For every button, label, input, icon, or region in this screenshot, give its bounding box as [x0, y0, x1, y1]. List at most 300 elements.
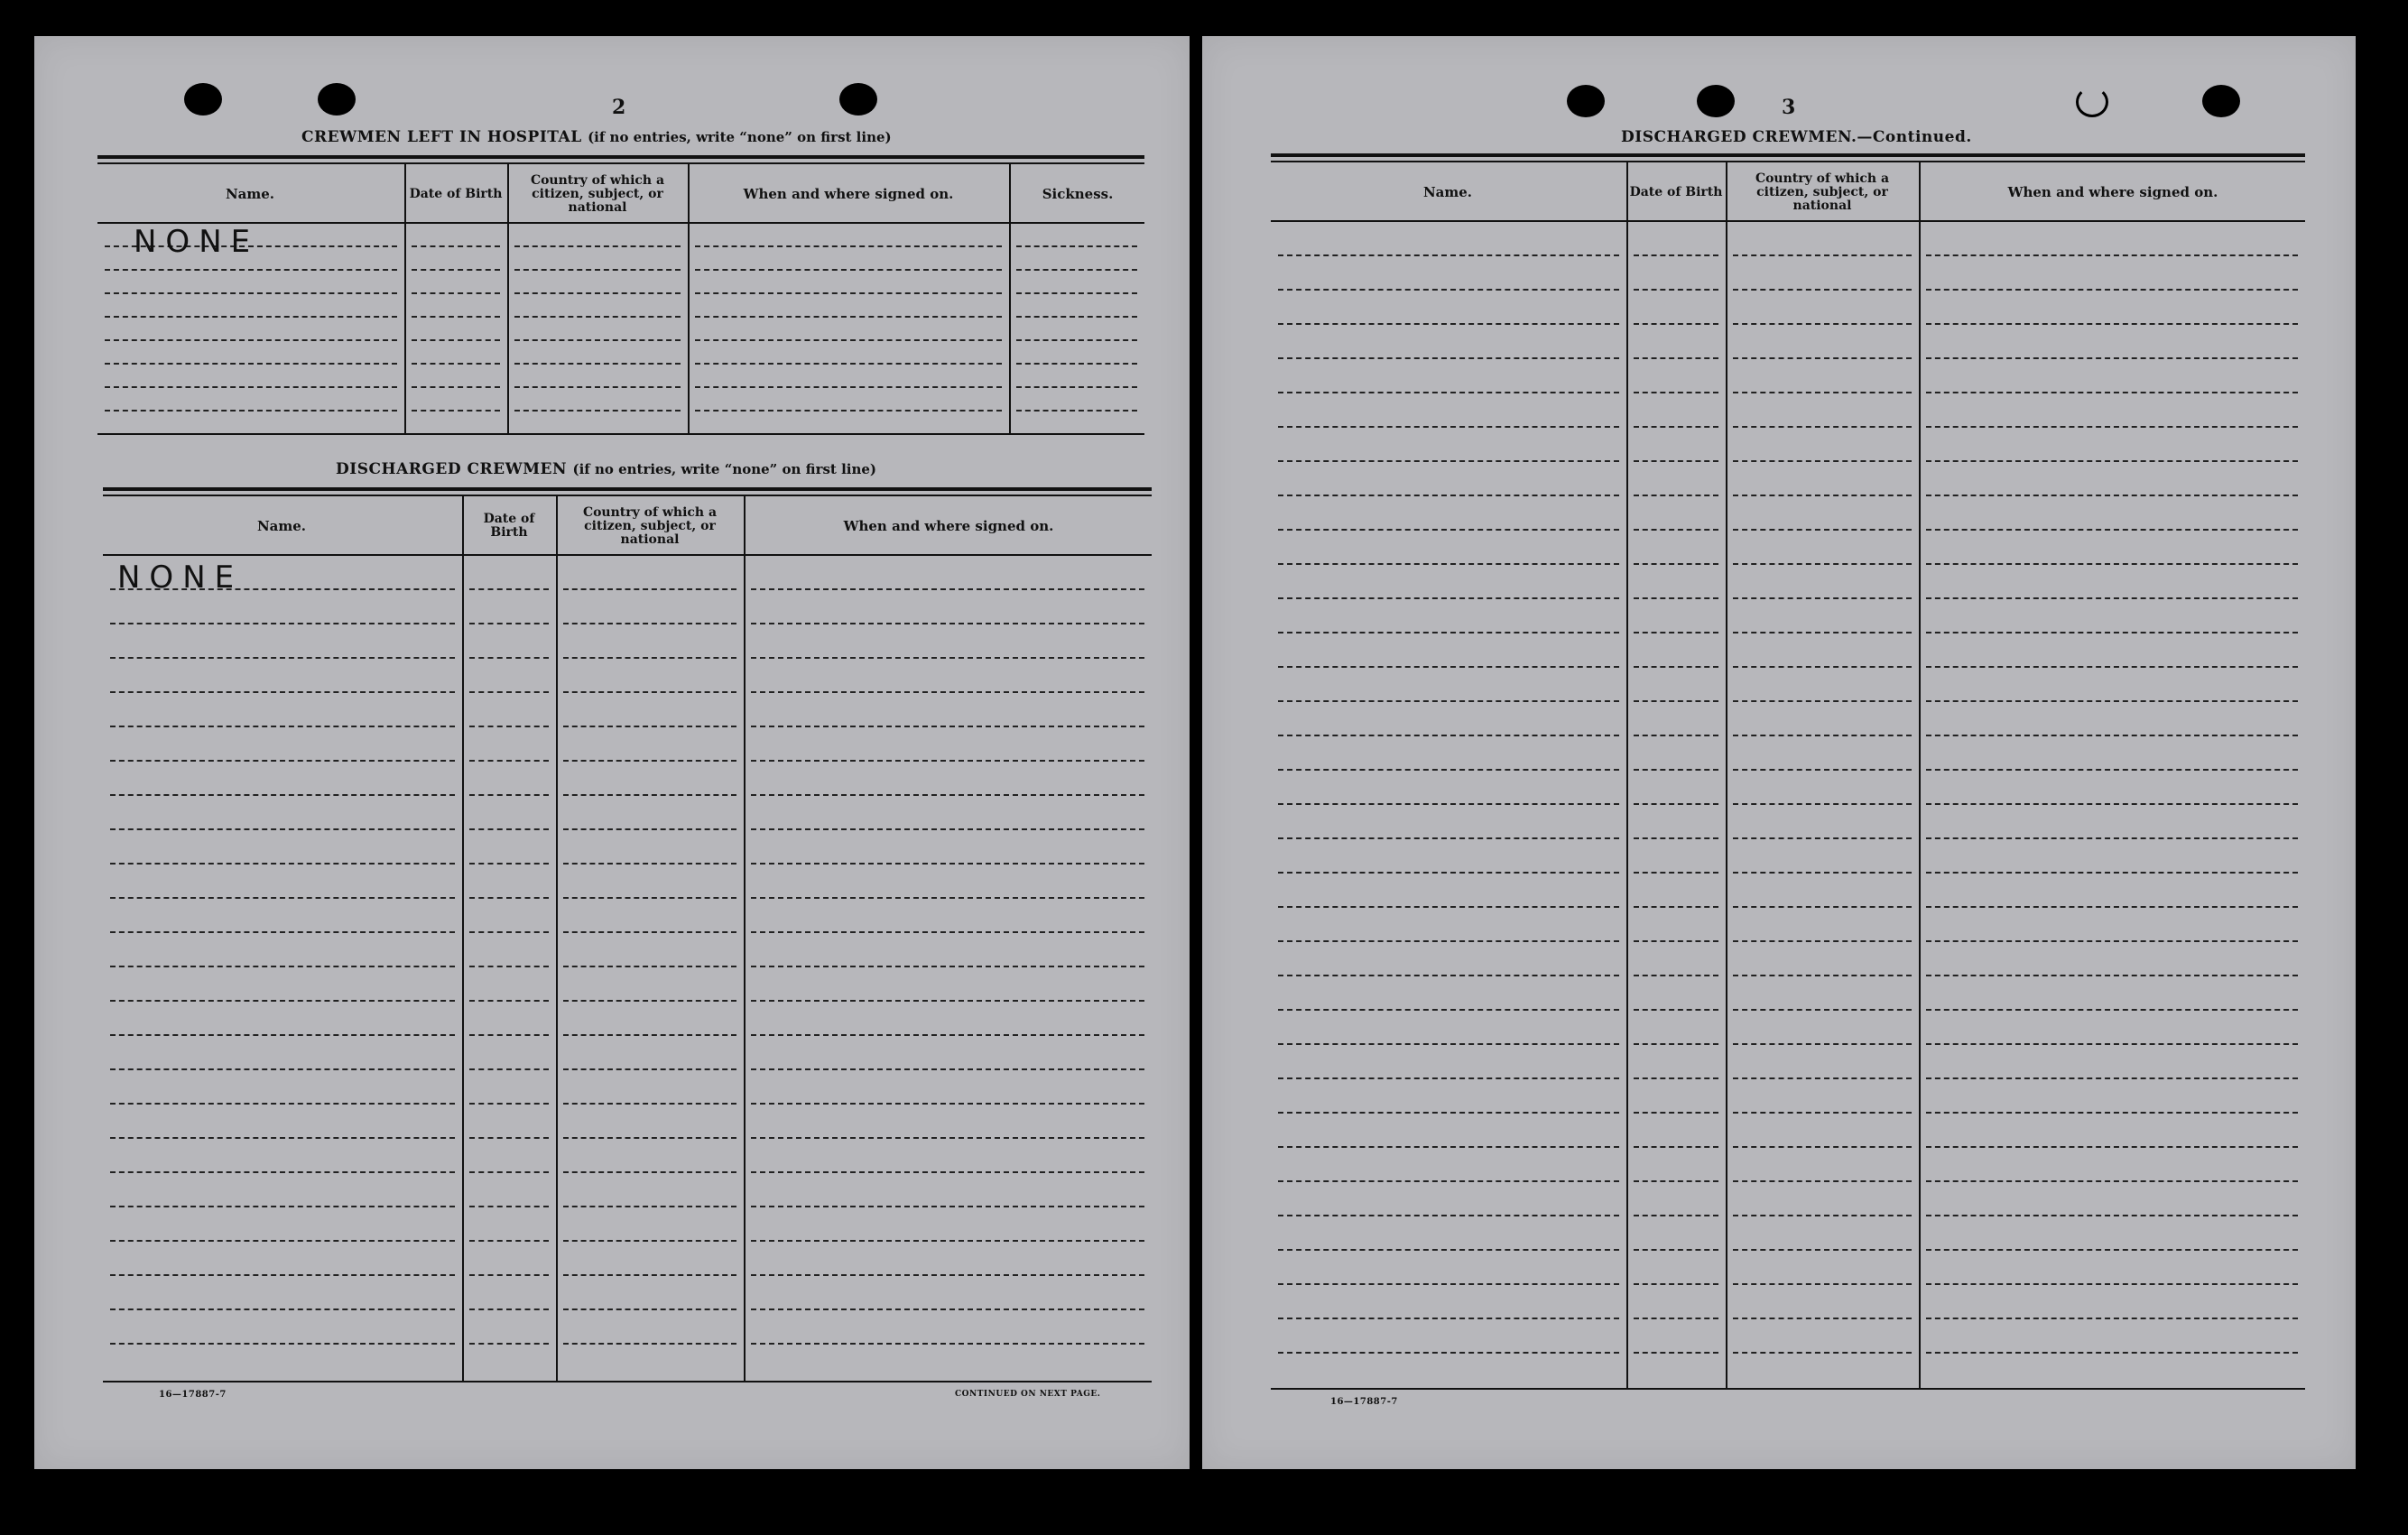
- entry-line: [1733, 1009, 1912, 1011]
- entry-line: [1733, 975, 1912, 976]
- entry-line: [751, 828, 1144, 830]
- punch-hole: [839, 83, 877, 116]
- entry-line: [1733, 392, 1912, 393]
- entry-line: [469, 1068, 549, 1070]
- entry-line: [105, 410, 397, 411]
- entry-line: [751, 897, 1144, 899]
- entry-line: [1634, 563, 1718, 565]
- table-bottom-rule: [97, 433, 1144, 435]
- entry-line: [1634, 1352, 1718, 1354]
- entry-line: [695, 245, 1002, 247]
- entry-line: [105, 316, 397, 318]
- entry-line: [1926, 906, 2298, 908]
- col-header-dob: Date of Birth: [483, 512, 535, 540]
- entry-line: [1733, 700, 1912, 702]
- entry-line: [110, 1034, 455, 1036]
- entry-line: [1926, 1215, 2298, 1216]
- entry-line: [1926, 803, 2298, 805]
- page-number: 2: [612, 96, 626, 119]
- entry-line: [1634, 460, 1718, 462]
- entry-line: [1733, 666, 1912, 668]
- entry-line: [1926, 975, 2298, 976]
- entry-line: [110, 1103, 455, 1105]
- entry-line: [563, 863, 736, 865]
- entry-line: [1634, 940, 1718, 942]
- entry-line: [1278, 1318, 1619, 1319]
- hospital-title-text: CREWMEN LEFT IN HOSPITAL: [301, 128, 582, 146]
- entry-line: [1733, 597, 1912, 599]
- entry-line: [563, 1034, 736, 1036]
- entry-line: [1634, 803, 1718, 805]
- entry-line: [1278, 666, 1619, 668]
- entry-line: [563, 828, 736, 830]
- entry-line: [1634, 632, 1718, 633]
- entry-line: [1733, 563, 1912, 565]
- entry-line: [469, 691, 549, 693]
- entry-line: [110, 897, 455, 899]
- entry-line: [1634, 872, 1718, 874]
- entry-line: [563, 760, 736, 762]
- punch-hole: [2076, 87, 2108, 117]
- entry-line: [514, 316, 681, 318]
- entry-line: [1016, 292, 1137, 294]
- entry-line: [1926, 1146, 2298, 1148]
- entry-line: [1278, 872, 1619, 874]
- entry-line: [563, 1274, 736, 1276]
- entry-line: [514, 339, 681, 341]
- col-header-name: Name.: [256, 518, 307, 534]
- entry-line: [563, 1103, 736, 1105]
- table-top-rule: [97, 155, 1144, 159]
- entry-line: [1278, 837, 1619, 839]
- handwritten-none-entry: NONE: [117, 559, 244, 596]
- entry-line: [514, 410, 681, 411]
- entry-line: [1733, 426, 1912, 428]
- entry-line: [1634, 1077, 1718, 1079]
- entry-line: [751, 1240, 1144, 1242]
- entry-line: [1278, 254, 1619, 256]
- table-top-rule: [1271, 153, 2305, 157]
- entry-line: [751, 1103, 1144, 1105]
- entry-line: [469, 863, 549, 865]
- entry-line: [563, 1000, 736, 1002]
- entry-line: [751, 726, 1144, 727]
- entry-line: [1634, 1009, 1718, 1011]
- entry-line: [751, 691, 1144, 693]
- entry-line: [695, 339, 1002, 341]
- entry-line: [1278, 392, 1619, 393]
- entry-line: [412, 316, 500, 318]
- entry-line: [1926, 495, 2298, 496]
- entry-line: [110, 1343, 455, 1345]
- entry-line: [1278, 975, 1619, 976]
- entry-line: [1634, 1112, 1718, 1114]
- hospital-instruction: (if no entries, write “none” on first line): [588, 129, 892, 145]
- entry-line: [1926, 735, 2298, 736]
- entry-line: [1278, 529, 1619, 531]
- entry-line: [1278, 289, 1619, 291]
- entry-line: [110, 623, 455, 624]
- column-divider: [404, 162, 406, 433]
- entry-line: [751, 1206, 1144, 1207]
- entry-line: [1278, 1043, 1619, 1045]
- entry-line: [110, 657, 455, 659]
- entry-line: [469, 588, 549, 590]
- entry-line: [1016, 269, 1137, 271]
- entry-line: [110, 966, 455, 967]
- entry-line: [563, 794, 736, 796]
- table-top-rule: [103, 487, 1152, 491]
- entry-line: [751, 657, 1144, 659]
- entry-line: [105, 363, 397, 365]
- entry-line: [110, 1274, 455, 1276]
- col-header-country: Country of which a citizen, subject, or national: [582, 504, 718, 547]
- right-form-page: [1202, 36, 2356, 1469]
- entry-line: [469, 726, 549, 727]
- entry-line: [563, 1308, 736, 1310]
- entry-line: [1926, 666, 2298, 668]
- entry-line: [110, 828, 455, 830]
- entry-line: [695, 410, 1002, 411]
- punch-hole: [1567, 85, 1605, 117]
- entry-line: [1278, 1352, 1619, 1354]
- entry-line: [1733, 1112, 1912, 1114]
- column-divider: [1726, 161, 1727, 1388]
- entry-line: [1926, 392, 2298, 393]
- entry-line: [110, 1206, 455, 1207]
- col-header-signed-on: When and where signed on.: [743, 186, 954, 202]
- entry-line: [469, 1034, 549, 1036]
- left-form-page: [34, 36, 1190, 1469]
- entry-line: [1278, 1146, 1619, 1148]
- column-divider: [1009, 162, 1011, 433]
- entry-line: [514, 386, 681, 388]
- entry-line: [1278, 735, 1619, 736]
- entry-line: [1634, 392, 1718, 393]
- entry-line: [751, 760, 1144, 762]
- entry-line: [1634, 1249, 1718, 1251]
- entry-line: [1278, 1283, 1619, 1285]
- entry-line: [1733, 769, 1912, 771]
- column-divider: [462, 495, 464, 1381]
- entry-line: [110, 794, 455, 796]
- table-bottom-rule: [1271, 1388, 2305, 1390]
- entry-line: [751, 1034, 1144, 1036]
- entry-line: [469, 966, 549, 967]
- entry-line: [1926, 940, 2298, 942]
- entry-line: [469, 1274, 549, 1276]
- entry-line: [105, 386, 397, 388]
- entry-line: [1016, 339, 1137, 341]
- entry-line: [1278, 426, 1619, 428]
- entry-line: [751, 1137, 1144, 1139]
- entry-line: [1634, 495, 1718, 496]
- entry-line: [1016, 410, 1137, 411]
- entry-line: [110, 760, 455, 762]
- entry-line: [110, 1240, 455, 1242]
- entry-line: [1278, 906, 1619, 908]
- discharged-continued-title: DISCHARGED CREWMEN.—Continued.: [1621, 128, 1972, 146]
- entry-line: [695, 269, 1002, 271]
- entry-line: [412, 339, 500, 341]
- entry-line: [563, 1171, 736, 1173]
- entry-line: [563, 657, 736, 659]
- entry-line: [1634, 1146, 1718, 1148]
- entry-line: [1634, 735, 1718, 736]
- entry-line: [1634, 769, 1718, 771]
- column-divider: [1919, 161, 1921, 1388]
- entry-line: [469, 760, 549, 762]
- entry-line: [1926, 426, 2298, 428]
- header-bottom-rule: [1271, 220, 2305, 222]
- punch-hole: [1697, 85, 1735, 117]
- entry-line: [1733, 1215, 1912, 1216]
- form-number: 16—17887-7: [1330, 1397, 1398, 1407]
- entry-line: [1634, 1318, 1718, 1319]
- entry-line: [751, 1000, 1144, 1002]
- entry-line: [1278, 1077, 1619, 1079]
- entry-line: [1278, 1112, 1619, 1114]
- hospital-section-title: [301, 128, 892, 146]
- entry-line: [1926, 1352, 2298, 1354]
- entry-line: [1278, 495, 1619, 496]
- entry-line: [1278, 460, 1619, 462]
- entry-line: [412, 245, 500, 247]
- entry-line: [1634, 975, 1718, 976]
- entry-line: [1278, 769, 1619, 771]
- entry-line: [1926, 1318, 2298, 1319]
- entry-line: [110, 931, 455, 933]
- entry-line: [469, 794, 549, 796]
- entry-line: [1634, 289, 1718, 291]
- entry-line: [514, 292, 681, 294]
- entry-line: [1926, 837, 2298, 839]
- entry-line: [1278, 940, 1619, 942]
- col-header-signed-on: When and where signed on.: [843, 518, 1054, 534]
- entry-line: [1926, 1112, 2298, 1114]
- entry-line: [1926, 1043, 2298, 1045]
- entry-line: [1926, 323, 2298, 325]
- entry-line: [110, 1308, 455, 1310]
- entry-line: [412, 292, 500, 294]
- entry-line: [469, 1206, 549, 1207]
- entry-line: [563, 1343, 736, 1345]
- entry-line: [1926, 632, 2298, 633]
- punch-hole: [2202, 85, 2240, 117]
- entry-line: [105, 292, 397, 294]
- col-header-country: Country of which a citizen, subject, or national: [530, 172, 665, 215]
- entry-line: [1634, 837, 1718, 839]
- entry-line: [1278, 1215, 1619, 1216]
- entry-line: [1733, 940, 1912, 942]
- entry-line: [1733, 323, 1912, 325]
- entry-line: [469, 1000, 549, 1002]
- entry-line: [1926, 460, 2298, 462]
- entry-line: [1926, 769, 2298, 771]
- entry-line: [1926, 700, 2298, 702]
- entry-line: [751, 623, 1144, 624]
- entry-line: [1733, 1077, 1912, 1079]
- entry-line: [412, 269, 500, 271]
- entry-line: [469, 828, 549, 830]
- entry-line: [1926, 529, 2298, 531]
- entry-line: [1733, 735, 1912, 736]
- col-header-country: Country of which a citizen, subject, or national: [1755, 171, 1890, 213]
- entry-line: [469, 931, 549, 933]
- entry-line: [1733, 1043, 1912, 1045]
- entry-line: [514, 363, 681, 365]
- entry-line: [469, 657, 549, 659]
- entry-line: [110, 863, 455, 865]
- form-number: 16—17887-7: [159, 1390, 227, 1400]
- entry-line: [105, 339, 397, 341]
- entry-line: [563, 1240, 736, 1242]
- entry-line: [1733, 1180, 1912, 1182]
- entry-line: [751, 931, 1144, 933]
- col-header-name: Name.: [225, 186, 275, 202]
- entry-line: [514, 245, 681, 247]
- entry-line: [1634, 254, 1718, 256]
- entry-line: [1733, 906, 1912, 908]
- entry-line: [563, 931, 736, 933]
- entry-line: [1733, 495, 1912, 496]
- entry-line: [110, 1068, 455, 1070]
- entry-line: [1733, 1249, 1912, 1251]
- entry-line: [1278, 803, 1619, 805]
- entry-line: [1733, 632, 1912, 633]
- entry-line: [563, 897, 736, 899]
- entry-line: [110, 1000, 455, 1002]
- header-bottom-rule: [103, 554, 1152, 556]
- col-header-name: Name.: [1422, 184, 1473, 200]
- entry-line: [751, 863, 1144, 865]
- entry-line: [1733, 872, 1912, 874]
- entry-line: [412, 363, 500, 365]
- entry-line: [1926, 1249, 2298, 1251]
- entry-line: [110, 691, 455, 693]
- entry-line: [1634, 1283, 1718, 1285]
- col-header-dob: Date of Birth: [1629, 184, 1723, 199]
- entry-line: [1634, 1043, 1718, 1045]
- col-header-dob: Date of Birth: [409, 186, 503, 201]
- entry-line: [751, 1171, 1144, 1173]
- entry-line: [110, 726, 455, 727]
- entry-line: [751, 1308, 1144, 1310]
- entry-line: [1733, 460, 1912, 462]
- entry-line: [563, 1206, 736, 1207]
- entry-line: [1634, 1180, 1718, 1182]
- entry-line: [1926, 1283, 2298, 1285]
- entry-line: [751, 588, 1144, 590]
- discharged-title-text: DISCHARGED CREWMEN: [336, 460, 568, 478]
- col-header-signed-on: When and where signed on.: [2007, 184, 2218, 200]
- entry-line: [105, 269, 397, 271]
- punch-hole: [318, 83, 356, 116]
- entry-line: [1926, 872, 2298, 874]
- entry-line: [695, 386, 1002, 388]
- entry-line: [1634, 529, 1718, 531]
- entry-line: [1926, 1077, 2298, 1079]
- column-divider: [556, 495, 558, 1381]
- entry-line: [563, 623, 736, 624]
- handwritten-none-entry: NONE: [134, 224, 260, 260]
- entry-line: [110, 1171, 455, 1173]
- entry-line: [1733, 529, 1912, 531]
- entry-line: [1278, 1249, 1619, 1251]
- table-bottom-rule: [103, 1381, 1152, 1382]
- entry-line: [1278, 563, 1619, 565]
- entry-line: [469, 1171, 549, 1173]
- column-divider: [688, 162, 690, 433]
- entry-line: [469, 1343, 549, 1345]
- entry-line: [751, 1068, 1144, 1070]
- entry-line: [1634, 426, 1718, 428]
- entry-line: [1278, 632, 1619, 633]
- entry-line: [1634, 323, 1718, 325]
- entry-line: [563, 966, 736, 967]
- entry-line: [1634, 666, 1718, 668]
- entry-line: [1733, 1318, 1912, 1319]
- entry-line: [1634, 357, 1718, 359]
- entry-line: [1926, 597, 2298, 599]
- discharged-section-title: [336, 460, 876, 478]
- entry-line: [1634, 700, 1718, 702]
- entry-line: [469, 1137, 549, 1139]
- col-header-sickness: Sickness.: [1042, 186, 1114, 202]
- continued-note: CONTINUED ON NEXT PAGE.: [955, 1390, 1101, 1399]
- entry-line: [695, 316, 1002, 318]
- entry-line: [1016, 245, 1137, 247]
- entry-line: [469, 1240, 549, 1242]
- punch-hole: [184, 83, 222, 116]
- entry-line: [1926, 1009, 2298, 1011]
- entry-line: [469, 623, 549, 624]
- entry-line: [1926, 563, 2298, 565]
- entry-line: [751, 966, 1144, 967]
- entry-line: [751, 1274, 1144, 1276]
- entry-line: [1733, 803, 1912, 805]
- column-divider: [1626, 161, 1628, 1388]
- entry-line: [695, 363, 1002, 365]
- entry-line: [695, 292, 1002, 294]
- column-divider: [744, 495, 746, 1381]
- entry-line: [1278, 1180, 1619, 1182]
- column-divider: [507, 162, 509, 433]
- entry-line: [1733, 1283, 1912, 1285]
- entry-line: [563, 691, 736, 693]
- entry-line: [563, 1068, 736, 1070]
- entry-line: [1278, 357, 1619, 359]
- entry-line: [1733, 1352, 1912, 1354]
- entry-line: [1016, 316, 1137, 318]
- entry-line: [1733, 289, 1912, 291]
- entry-line: [1634, 597, 1718, 599]
- entry-line: [514, 269, 681, 271]
- entry-line: [1634, 906, 1718, 908]
- entry-line: [469, 1308, 549, 1310]
- entry-line: [1733, 254, 1912, 256]
- entry-line: [1278, 700, 1619, 702]
- entry-line: [1016, 363, 1137, 365]
- entry-line: [412, 386, 500, 388]
- entry-line: [751, 1343, 1144, 1345]
- entry-line: [1278, 323, 1619, 325]
- entry-line: [1634, 1215, 1718, 1216]
- entry-line: [1926, 357, 2298, 359]
- entry-line: [110, 1137, 455, 1139]
- entry-line: [1926, 1180, 2298, 1182]
- entry-line: [751, 794, 1144, 796]
